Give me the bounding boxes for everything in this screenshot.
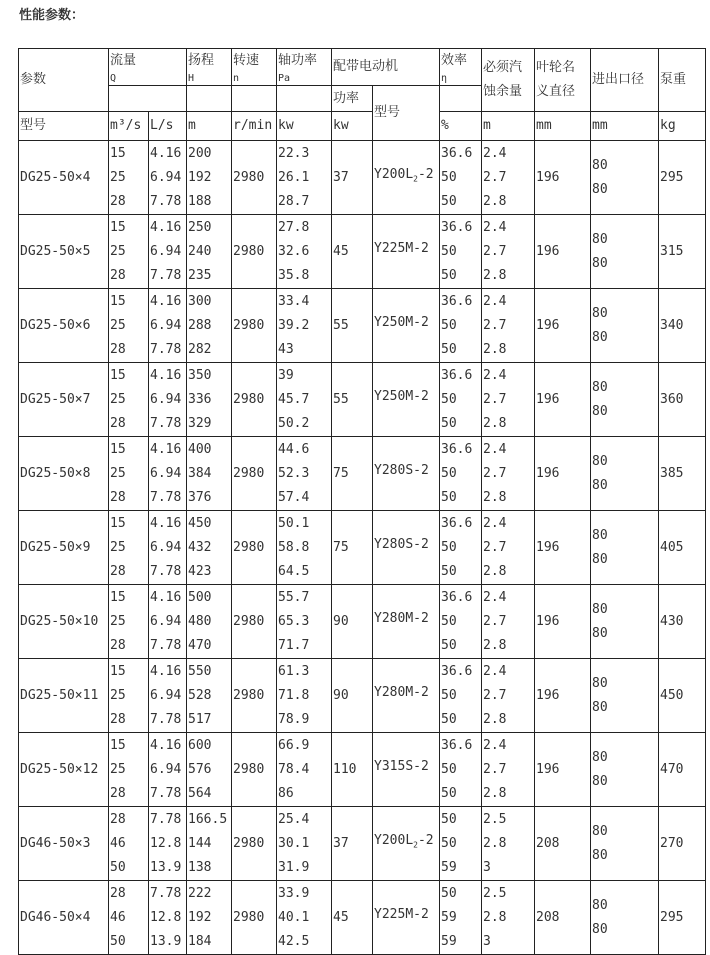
- header-motor-power: 功率: [332, 86, 373, 112]
- cell-head: 350 336 329: [187, 363, 232, 437]
- cell-flow-m3s: 28 46 50: [109, 881, 149, 955]
- cell-efficiency: 50 50 59: [440, 807, 482, 881]
- cell-motor-model: Y280M-2: [373, 659, 440, 733]
- cell-speed: 2980: [232, 881, 277, 955]
- cell-inlet: 80 80: [591, 807, 659, 881]
- header-motor-model: 型号: [373, 86, 440, 141]
- cell-model: DG25-50×12: [19, 733, 109, 807]
- cell-flow-ls: 4.16 6.94 7.78: [149, 141, 187, 215]
- cell-efficiency: 36.6 50 50: [440, 437, 482, 511]
- header-row-1: [19, 49, 706, 86]
- cell-shaft-power: 61.3 71.8 78.9: [277, 659, 332, 733]
- cell-model: DG25-50×6: [19, 289, 109, 363]
- cell-shaft-power: 39 45.7 50.2: [277, 363, 332, 437]
- cell-shaft-power: 33.4 39.2 43: [277, 289, 332, 363]
- cell-npsh: 2.5 2.8 3: [482, 881, 535, 955]
- cell-inlet: 80 80: [591, 289, 659, 363]
- header-weight: 泵重: [659, 49, 706, 112]
- cell-motor-power: 75: [332, 437, 373, 511]
- cell-npsh: 2.4 2.7 2.8: [482, 215, 535, 289]
- cell-weight: 270: [659, 807, 706, 881]
- cell-weight: 295: [659, 881, 706, 955]
- header-impeller: 叶轮名 义直径: [535, 49, 591, 112]
- cell-impeller: 196: [535, 363, 591, 437]
- cell-shaft-power: 33.9 40.1 42.5: [277, 881, 332, 955]
- cell-npsh: 2.4 2.7 2.8: [482, 363, 535, 437]
- cell-impeller: 196: [535, 289, 591, 363]
- cell-flow-ls: 4.16 6.94 7.78: [149, 659, 187, 733]
- cell-speed: 2980: [232, 289, 277, 363]
- cell-motor-power: 55: [332, 289, 373, 363]
- cell-flow-ls: 4.16 6.94 7.78: [149, 511, 187, 585]
- table-row: [19, 807, 706, 881]
- unit-shaft-power: kw: [277, 112, 332, 141]
- table-row: [19, 141, 706, 215]
- unit-impeller: mm: [535, 112, 591, 141]
- cell-motor-model: $Y200L_2-2$: [373, 807, 440, 881]
- cell-inlet: 80 80: [591, 141, 659, 215]
- table-row: [19, 881, 706, 955]
- table-row: [19, 585, 706, 659]
- cell-efficiency: 36.6 50 50: [440, 289, 482, 363]
- cell-speed: 2980: [232, 733, 277, 807]
- cell-npsh: 2.4 2.7 2.8: [482, 659, 535, 733]
- cell-head: 500 480 470: [187, 585, 232, 659]
- cell-impeller: 196: [535, 733, 591, 807]
- cell-weight: 340: [659, 289, 706, 363]
- cell-inlet: 80 80: [591, 437, 659, 511]
- cell-weight: 360: [659, 363, 706, 437]
- cell-flow-m3s: 15 25 28: [109, 141, 149, 215]
- cell-shaft-power: 50.1 58.8 64.5: [277, 511, 332, 585]
- cell-motor-power: 90: [332, 659, 373, 733]
- cell-motor-model: Y280M-2: [373, 585, 440, 659]
- cell-flow-m3s: 15 25 28: [109, 733, 149, 807]
- table-row: [19, 289, 706, 363]
- cell-motor-power: 75: [332, 511, 373, 585]
- cell-speed: 2980: [232, 659, 277, 733]
- cell-efficiency: 36.6 50 50: [440, 733, 482, 807]
- cell-weight: 470: [659, 733, 706, 807]
- cell-inlet: 80 80: [591, 363, 659, 437]
- cell-efficiency: 36.6 50 50: [440, 141, 482, 215]
- unit-m3s: m³/s: [109, 112, 149, 141]
- cell-head: 450 432 423: [187, 511, 232, 585]
- cell-model: DG25-50×7: [19, 363, 109, 437]
- table-row: [19, 437, 706, 511]
- cell-shaft-power: 55.7 65.3 71.7: [277, 585, 332, 659]
- header-flow: 流量 Q: [109, 49, 187, 86]
- cell-motor-model: Y280S-2: [373, 437, 440, 511]
- cell-motor-power: 37: [332, 141, 373, 215]
- unit-npsh: m: [482, 112, 535, 141]
- cell-speed: 2980: [232, 511, 277, 585]
- unit-efficiency: %: [440, 112, 482, 141]
- cell-motor-model: $Y200L_2-2$: [373, 141, 440, 215]
- page-title: 性能参数：: [19, 8, 85, 23]
- cell-model: DG25-50×9: [19, 511, 109, 585]
- cell-model: DG25-50×11: [19, 659, 109, 733]
- cell-weight: 405: [659, 511, 706, 585]
- unit-inlet: mm: [591, 112, 659, 141]
- cell-speed: 2980: [232, 215, 277, 289]
- cell-inlet: 80 80: [591, 881, 659, 955]
- cell-inlet: 80 80: [591, 511, 659, 585]
- cell-efficiency: 36.6 50 50: [440, 659, 482, 733]
- header-row-units: [19, 112, 706, 141]
- cell-shaft-power: 22.3 26.1 28.7: [277, 141, 332, 215]
- unit-ls: L/s: [149, 112, 187, 141]
- cell-shaft-power: 25.4 30.1 31.9: [277, 807, 332, 881]
- cell-flow-ls: 4.16 6.94 7.78: [149, 363, 187, 437]
- cell-motor-power: 90: [332, 585, 373, 659]
- cell-flow-m3s: 15 25 28: [109, 289, 149, 363]
- cell-efficiency: 36.6 50 50: [440, 585, 482, 659]
- cell-impeller: 208: [535, 807, 591, 881]
- header-motor: 配带电动机: [332, 49, 440, 86]
- cell-impeller: 196: [535, 215, 591, 289]
- cell-flow-m3s: 15 25 28: [109, 437, 149, 511]
- cell-weight: 450: [659, 659, 706, 733]
- cell-speed: 2980: [232, 363, 277, 437]
- header-speed: 转速 n: [232, 49, 277, 86]
- unit-head: m: [187, 112, 232, 141]
- cell-impeller: 196: [535, 141, 591, 215]
- cell-speed: 2980: [232, 807, 277, 881]
- cell-model: DG25-50×8: [19, 437, 109, 511]
- cell-model: DG25-50×10: [19, 585, 109, 659]
- cell-efficiency: 50 59 59: [440, 881, 482, 955]
- cell-weight: 295: [659, 141, 706, 215]
- cell-weight: 385: [659, 437, 706, 511]
- header-inlet: 进出口径: [591, 49, 659, 112]
- cell-weight: 430: [659, 585, 706, 659]
- cell-shaft-power: 66.9 78.4 86: [277, 733, 332, 807]
- cell-motor-model: Y250M-2: [373, 363, 440, 437]
- cell-flow-ls: 4.16 6.94 7.78: [149, 437, 187, 511]
- cell-head: 300 288 282: [187, 289, 232, 363]
- cell-npsh: 2.4 2.7 2.8: [482, 585, 535, 659]
- performance-table: [18, 48, 706, 955]
- header-efficiency: 效率 η: [440, 49, 482, 86]
- cell-head: 250 240 235: [187, 215, 232, 289]
- header-head: 扬程 H: [187, 49, 232, 86]
- cell-flow-m3s: 15 25 28: [109, 215, 149, 289]
- cell-efficiency: 36.6 50 50: [440, 511, 482, 585]
- table-row: [19, 733, 706, 807]
- cell-inlet: 80 80: [591, 215, 659, 289]
- cell-speed: 2980: [232, 437, 277, 511]
- cell-shaft-power: 44.6 52.3 57.4: [277, 437, 332, 511]
- cell-motor-model: Y280S-2: [373, 511, 440, 585]
- unit-weight: kg: [659, 112, 706, 141]
- cell-motor-model: Y225M-2: [373, 881, 440, 955]
- header-npsh: 必须汽 蚀余量: [482, 49, 535, 112]
- cell-flow-m3s: 15 25 28: [109, 585, 149, 659]
- cell-motor-power: 37: [332, 807, 373, 881]
- cell-motor-power: 45: [332, 215, 373, 289]
- cell-flow-ls: 4.16 6.94 7.78: [149, 289, 187, 363]
- table-row: [19, 659, 706, 733]
- cell-speed: 2980: [232, 585, 277, 659]
- cell-flow-ls: 4.16 6.94 7.78: [149, 733, 187, 807]
- cell-head: 400 384 376: [187, 437, 232, 511]
- cell-npsh: 2.4 2.7 2.8: [482, 437, 535, 511]
- cell-flow-m3s: 15 25 28: [109, 363, 149, 437]
- cell-head: 222 192 184: [187, 881, 232, 955]
- cell-impeller: 196: [535, 585, 591, 659]
- cell-motor-model: Y250M-2: [373, 289, 440, 363]
- cell-inlet: 80 80: [591, 733, 659, 807]
- cell-shaft-power: 27.8 32.6 35.8: [277, 215, 332, 289]
- cell-impeller: 196: [535, 437, 591, 511]
- cell-model: DG25-50×4: [19, 141, 109, 215]
- cell-model: DG46-50×3: [19, 807, 109, 881]
- cell-motor-model: Y225M-2: [373, 215, 440, 289]
- cell-motor-power: 45: [332, 881, 373, 955]
- unit-speed: r/min: [232, 112, 277, 141]
- cell-head: 200 192 188: [187, 141, 232, 215]
- cell-head: 166.5 144 138: [187, 807, 232, 881]
- cell-impeller: 208: [535, 881, 591, 955]
- cell-npsh: 2.4 2.7 2.8: [482, 141, 535, 215]
- cell-npsh: 2.4 2.7 2.8: [482, 289, 535, 363]
- cell-impeller: 196: [535, 511, 591, 585]
- cell-model: DG25-50×5: [19, 215, 109, 289]
- cell-efficiency: 36.6 50 50: [440, 363, 482, 437]
- cell-flow-ls: 7.78 12.8 13.9: [149, 807, 187, 881]
- cell-npsh: 2.4 2.7 2.8: [482, 733, 535, 807]
- table-row: [19, 363, 706, 437]
- cell-model: DG46-50×4: [19, 881, 109, 955]
- cell-weight: 315: [659, 215, 706, 289]
- cell-head: 600 576 564: [187, 733, 232, 807]
- cell-flow-ls: 4.16 6.94 7.78: [149, 215, 187, 289]
- cell-flow-m3s: 28 46 50: [109, 807, 149, 881]
- cell-motor-model: Y315S-2: [373, 733, 440, 807]
- cell-motor-power: 55: [332, 363, 373, 437]
- table-row: [19, 215, 706, 289]
- cell-flow-m3s: 15 25 28: [109, 659, 149, 733]
- table-row: [19, 511, 706, 585]
- cell-npsh: 2.5 2.8 3: [482, 807, 535, 881]
- cell-motor-power: 110: [332, 733, 373, 807]
- header-param: 参数: [19, 49, 109, 112]
- header-model: 型号: [19, 112, 109, 141]
- unit-motor-power: kw: [332, 112, 373, 141]
- cell-head: 550 528 517: [187, 659, 232, 733]
- header-shaft-power: 轴功率 Pa: [277, 49, 332, 86]
- cell-impeller: 196: [535, 659, 591, 733]
- cell-efficiency: 36.6 50 50: [440, 215, 482, 289]
- cell-speed: 2980: [232, 141, 277, 215]
- cell-flow-ls: 7.78 12.8 13.9: [149, 881, 187, 955]
- cell-npsh: 2.4 2.7 2.8: [482, 511, 535, 585]
- cell-flow-m3s: 15 25 28: [109, 511, 149, 585]
- cell-flow-ls: 4.16 6.94 7.78: [149, 585, 187, 659]
- cell-inlet: 80 80: [591, 585, 659, 659]
- cell-inlet: 80 80: [591, 659, 659, 733]
